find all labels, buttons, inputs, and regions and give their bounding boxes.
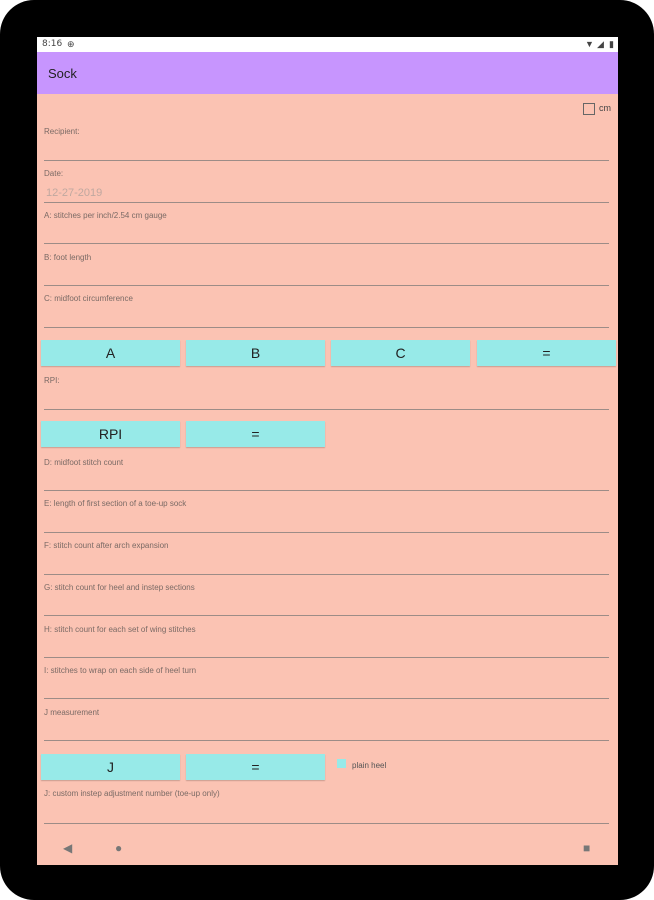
rpi-field[interactable] bbox=[44, 409, 609, 410]
cm-checkbox[interactable] bbox=[583, 103, 595, 115]
navigation-bar bbox=[37, 832, 618, 865]
abc-equals-button[interactable]: = bbox=[477, 340, 616, 366]
gauge-label: A: stitches per inch/2.54 cm gauge bbox=[44, 211, 167, 220]
wing-stitches-field[interactable] bbox=[44, 657, 609, 658]
sync-icon: ⊕ bbox=[67, 39, 75, 49]
heel-instep-field[interactable] bbox=[44, 615, 609, 616]
screen bbox=[37, 37, 618, 865]
date-field-value: 12-27-2019 bbox=[46, 187, 103, 199]
rpi-button[interactable]: RPI bbox=[41, 421, 180, 447]
status-bar bbox=[37, 37, 618, 52]
app-bar bbox=[37, 52, 618, 94]
midfoot-stitch-field[interactable] bbox=[44, 490, 609, 491]
wifi-icon: ▼ bbox=[585, 39, 594, 49]
foot-length-field[interactable] bbox=[44, 285, 609, 286]
foot-length-label: B: foot length bbox=[44, 253, 92, 262]
battery-icon: ▮ bbox=[609, 39, 614, 49]
back-icon[interactable]: ◀ bbox=[63, 841, 73, 855]
j-measurement-label: J measurement bbox=[44, 708, 100, 717]
cm-label: cm bbox=[599, 103, 611, 113]
rpi-equals-button[interactable]: = bbox=[186, 421, 325, 447]
heel-instep-label: G: stitch count for heel and instep sections bbox=[44, 583, 195, 592]
arch-expansion-label: F: stitch count after arch expansion bbox=[44, 541, 169, 550]
gauge-field[interactable] bbox=[44, 243, 609, 244]
instep-adjustment-label: J: custom instep adjustment number (toe-up only) bbox=[44, 789, 220, 798]
midfoot-stitch-label: D: midfoot stitch count bbox=[44, 458, 124, 467]
plain-heel-checkbox[interactable] bbox=[337, 759, 346, 768]
midfoot-circumference-field[interactable] bbox=[44, 327, 609, 328]
wrap-field[interactable] bbox=[44, 698, 609, 699]
j-button[interactable]: J bbox=[41, 754, 180, 780]
first-section-label: E: length of first section of a toe-up sock bbox=[44, 499, 187, 508]
midfoot-circumference-label: C: midfoot circumference bbox=[44, 294, 133, 303]
j-equals-button[interactable]: = bbox=[186, 754, 325, 780]
instep-adjustment-field[interactable] bbox=[44, 823, 609, 824]
first-section-field[interactable] bbox=[44, 532, 609, 533]
a-button[interactable]: A bbox=[41, 340, 180, 366]
recents-icon[interactable]: ■ bbox=[583, 841, 591, 855]
plain-heel-label: plain heel bbox=[352, 761, 387, 770]
recipient-label: Recipient: bbox=[44, 127, 80, 136]
b-button[interactable]: B bbox=[186, 340, 325, 366]
app-title: Sock bbox=[48, 66, 77, 81]
c-button[interactable]: C bbox=[331, 340, 470, 366]
date-field[interactable] bbox=[44, 202, 609, 203]
status-time: 8:16 bbox=[42, 39, 63, 49]
rpi-label: RPI: bbox=[44, 376, 60, 385]
recipient-field[interactable] bbox=[44, 160, 609, 161]
wing-stitches-label: H: stitch count for each set of wing stitches bbox=[44, 625, 196, 634]
wrap-label: I: stitches to wrap on each side of heel turn bbox=[44, 666, 197, 675]
home-icon[interactable]: ● bbox=[115, 841, 123, 855]
j-measurement-field[interactable] bbox=[44, 740, 609, 741]
signal-icon: ◢ bbox=[597, 39, 604, 49]
arch-expansion-field[interactable] bbox=[44, 574, 609, 575]
date-label: Date: bbox=[44, 169, 64, 178]
